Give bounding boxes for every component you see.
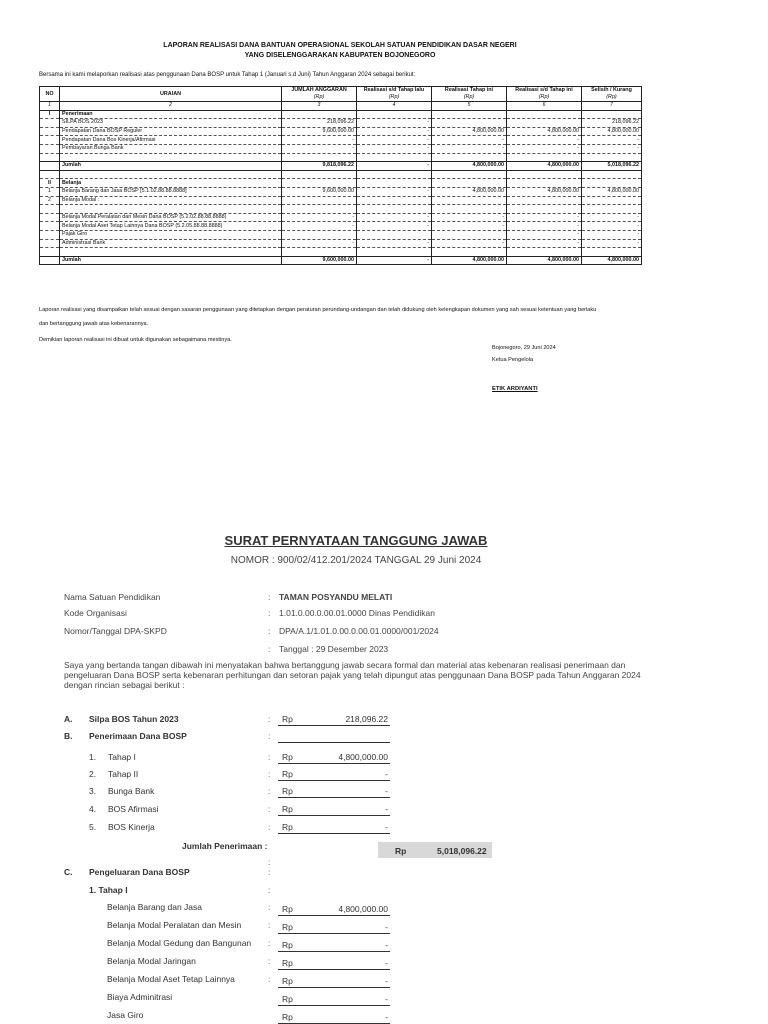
empty-cell bbox=[432, 110, 507, 119]
section-row bbox=[40, 110, 642, 119]
empty-cell bbox=[60, 170, 282, 179]
empty-cell bbox=[507, 248, 582, 257]
row-selisih: - bbox=[582, 144, 642, 153]
colon: : bbox=[268, 974, 271, 984]
total-rp: Rp bbox=[395, 846, 407, 856]
spacer-row bbox=[40, 205, 642, 214]
colnum-6: 6 bbox=[507, 102, 582, 111]
info-colon: : bbox=[268, 608, 271, 618]
row-sd bbox=[507, 119, 582, 128]
row-lalu bbox=[357, 230, 432, 239]
row-ini: - bbox=[432, 239, 507, 248]
row-lalu: - bbox=[357, 127, 432, 136]
b-item-label: Bunga Bank bbox=[108, 786, 155, 796]
row-ini bbox=[432, 119, 507, 128]
amount-underline bbox=[278, 797, 390, 798]
empty-cell bbox=[357, 248, 432, 257]
row-selisih: 218,096.22 bbox=[582, 119, 642, 128]
table-row bbox=[40, 230, 642, 239]
c-item-label: Belanja Modal Gedung dan Bangunan bbox=[107, 938, 252, 948]
row-sd: - bbox=[507, 144, 582, 153]
row-sd: - bbox=[507, 239, 582, 248]
empty-cell bbox=[282, 110, 357, 119]
table-row bbox=[40, 119, 642, 128]
empty-cell bbox=[60, 248, 282, 257]
col-uraian: URAIAN bbox=[60, 87, 282, 102]
row-anggaran: 218,096.22 bbox=[282, 119, 357, 128]
row-no bbox=[40, 222, 60, 231]
spacer-row bbox=[40, 170, 642, 179]
amount-value: - bbox=[385, 769, 388, 779]
c-item-label: Belanja Modal Jaringan bbox=[107, 956, 196, 966]
info-label: Nama Satuan Pendidikan bbox=[64, 592, 161, 602]
row-selisih: - bbox=[582, 213, 642, 222]
place-date: Bojonegoro, 29 Juni 2024 bbox=[492, 345, 556, 351]
empty-cell bbox=[582, 170, 642, 179]
colnum-2: 2 bbox=[60, 102, 282, 111]
row-selisih: - bbox=[582, 230, 642, 239]
sptj-title: SURAT PERNYATAAN TANGGUNG JAWAB bbox=[224, 533, 488, 548]
rp-label: Rp bbox=[282, 976, 293, 986]
row-no bbox=[40, 144, 60, 153]
row-no: 1 bbox=[40, 187, 60, 196]
amount-underline bbox=[278, 763, 390, 764]
amount-value: 4,800,000.00 bbox=[338, 752, 388, 762]
empty-cell bbox=[507, 179, 582, 188]
empty-cell bbox=[357, 179, 432, 188]
section-no: I bbox=[40, 110, 60, 119]
table-row bbox=[40, 136, 642, 145]
info-value: DPA/A.1/1.01.0.00.0.00.01.0000/001/2024 bbox=[279, 626, 439, 636]
row-selisih: - bbox=[582, 222, 642, 231]
rp-label: Rp bbox=[282, 822, 293, 832]
col-ini: Realisasi Tahap ini (Rp) bbox=[432, 87, 507, 102]
row-sd bbox=[507, 196, 582, 205]
colnum-5: 5 bbox=[432, 102, 507, 111]
empty-cell bbox=[582, 153, 642, 162]
signer-name: ETIK ARDIYANTI bbox=[492, 386, 538, 392]
row-ini: 4,800,000.00 bbox=[432, 127, 507, 136]
empty-cell bbox=[40, 170, 60, 179]
empty-cell bbox=[357, 205, 432, 214]
row-ini: - bbox=[432, 213, 507, 222]
total-sd: 4,800,000.00 bbox=[507, 162, 582, 171]
row-sd: - bbox=[507, 230, 582, 239]
empty-cell bbox=[40, 256, 60, 265]
row-anggaran: - bbox=[282, 222, 357, 231]
rp-label: Rp bbox=[282, 786, 293, 796]
info-label: Nomor/Tanggal DPA-SKPD bbox=[64, 626, 167, 636]
row-uraian: SILPA BOS 2023 bbox=[60, 119, 282, 128]
sptj-statement: Saya yang bertanda tangan dibawah ini menyatakan bahwa bertanggung jawab secara formal dan material atas kebenaran realisasi penerimaan dan pengeluaran Dana BOSP serta kebenaran perhitungan dan setoran pajak yang telah dipungut atas penggunaan Dana BOSP pada Tahun Anggaran 2024 dengan rincian sebagai berikut : bbox=[64, 660, 641, 690]
row-anggaran bbox=[282, 230, 357, 239]
row-uraian: Pajak Giro bbox=[60, 230, 282, 239]
amount-underline bbox=[278, 969, 390, 970]
empty-cell bbox=[507, 170, 582, 179]
colnum-1: 1 bbox=[40, 102, 60, 111]
sptj-number: NOMOR : 900/02/412.201/2024 TANGGAL 29 Juni 2024 bbox=[230, 555, 482, 566]
c-item-label: Belanja Modal Aset Tetap Lainnya bbox=[107, 974, 235, 984]
b-item-number: 3. bbox=[89, 786, 97, 796]
empty-cell bbox=[282, 179, 357, 188]
colnum-7: 7 bbox=[582, 102, 642, 111]
colon: : bbox=[268, 714, 271, 724]
empty-cell bbox=[582, 179, 642, 188]
amount-underline bbox=[278, 742, 390, 743]
empty-cell bbox=[357, 153, 432, 162]
table-row bbox=[40, 187, 642, 196]
info-value: TAMAN POSYANDU MELATI bbox=[279, 592, 393, 602]
row-lalu: - bbox=[357, 222, 432, 231]
row-uraian: Belanja Barang dan Jasa BOSP [5.1.02.88.88.8888] bbox=[60, 187, 282, 196]
report-intro: Bersama ini kami melaporkan realisasi atas penggunaan Dana BOSP untuk Tahap 1 (Januari s.d Juni) Tahun Anggaran 2024 sebagai berikut: bbox=[39, 72, 416, 78]
report-title bbox=[0, 41, 680, 61]
row-lalu: - bbox=[357, 239, 432, 248]
row-anggaran: 9,600,000.00 bbox=[282, 187, 357, 196]
amount-value: - bbox=[385, 804, 388, 814]
c-item-label: Belanja Modal Peralatan dan Mesin bbox=[107, 920, 242, 930]
amount-underline bbox=[278, 933, 390, 934]
rp-label: Rp bbox=[282, 1012, 293, 1022]
row-no bbox=[40, 230, 60, 239]
colon: : bbox=[268, 938, 271, 948]
row-anggaran: - bbox=[282, 136, 357, 145]
table-row bbox=[40, 222, 642, 231]
empty-cell bbox=[357, 170, 432, 179]
row-sd: 4,800,000.00 bbox=[507, 187, 582, 196]
colon: : bbox=[268, 902, 271, 912]
realization-table bbox=[39, 86, 642, 265]
total-label: Jumlah bbox=[60, 162, 282, 171]
closing-paragraph-1: Laporan realisasi yang disampaikan telah sesuai dengan sasaran penggunaan yang ditetapkan dengan peraturan perundang-undangan dan telah didukung oleh kelengkapan dokumen yang sah sesuai ketentuan yang berlaku bbox=[39, 307, 597, 313]
b-item-label: BOS Afirmasi bbox=[108, 804, 159, 814]
total-ini: 4,800,000.00 bbox=[432, 256, 507, 265]
empty-cell bbox=[40, 205, 60, 214]
table-row bbox=[40, 196, 642, 205]
col-sd-ini: Realisasi s/d Tahap ini (Rp) bbox=[507, 87, 582, 102]
table-row bbox=[40, 213, 642, 222]
empty-cell bbox=[432, 248, 507, 257]
total-selisih: 5,018,096.22 bbox=[582, 162, 642, 171]
row-uraian: Pembayaran Bunga Bank bbox=[60, 144, 282, 153]
info-colon: : bbox=[268, 626, 271, 636]
row-ini: - bbox=[432, 222, 507, 231]
col-no: NO bbox=[40, 87, 60, 102]
empty-cell bbox=[507, 110, 582, 119]
empty-cell bbox=[40, 162, 60, 171]
amount-underline bbox=[278, 815, 390, 816]
empty-cell bbox=[282, 205, 357, 214]
row-lalu: - bbox=[357, 144, 432, 153]
empty-cell bbox=[60, 205, 282, 214]
table-row bbox=[40, 127, 642, 136]
row-ini: - bbox=[432, 144, 507, 153]
rp-label: Rp bbox=[282, 714, 293, 724]
empty-cell bbox=[432, 205, 507, 214]
amount-underline bbox=[278, 780, 390, 781]
table-row bbox=[40, 144, 642, 153]
row-no bbox=[40, 239, 60, 248]
row-selisih bbox=[582, 196, 642, 205]
colon: : bbox=[268, 822, 271, 832]
row-anggaran: - bbox=[282, 144, 357, 153]
row-uraian: Belanja Modal : bbox=[60, 196, 282, 205]
col-selisih: Selisih / Kurang (Rp) bbox=[582, 87, 642, 102]
row-uraian: Belanja Modal Aset Tetap Lainnya Dana BOSP (5.2.05.88.88.8888) bbox=[60, 222, 282, 231]
rp-label: Rp bbox=[282, 769, 293, 779]
total-receipts-label: Jumlah Penerimaan : bbox=[182, 841, 268, 851]
closing-paragraph-3: Demikian laporan realisasi ini dibuat untuk digunakan sebagaimana mestinya. bbox=[39, 337, 232, 343]
colnum-4: 4 bbox=[357, 102, 432, 111]
item-a-text: Silpa BOS Tahun 2023 bbox=[89, 714, 179, 724]
b-item-number: 4. bbox=[89, 804, 97, 814]
row-no: 2 bbox=[40, 196, 60, 205]
amount-underline bbox=[278, 725, 390, 726]
total-lalu: - bbox=[357, 162, 432, 171]
empty-cell bbox=[40, 153, 60, 162]
info-colon: : bbox=[268, 592, 271, 602]
rp-label: Rp bbox=[282, 804, 293, 814]
colon: : bbox=[268, 752, 271, 762]
row-lalu: - bbox=[357, 187, 432, 196]
amount-value: - bbox=[385, 922, 388, 932]
row-uraian: Pendapatan Dana BOSP Reguler bbox=[60, 127, 282, 136]
amount-underline bbox=[278, 833, 390, 834]
empty-cell bbox=[432, 153, 507, 162]
row-lalu: - bbox=[357, 136, 432, 145]
info-colon: : bbox=[268, 644, 271, 654]
item-b-text: Penerimaan Dana BOSP bbox=[89, 731, 187, 741]
report-title-line1: LAPORAN REALISASI DANA BANTUAN OPERASIONAL SEKOLAH SATUAN PENDIDIKAN DASAR NEGERI bbox=[163, 42, 517, 49]
row-ini bbox=[432, 196, 507, 205]
item-c-label: C. bbox=[64, 867, 73, 877]
info-value: Tanggal : 29 Desember 2023 bbox=[279, 644, 389, 654]
b-item-number: 5. bbox=[89, 822, 97, 832]
row-sd: - bbox=[507, 213, 582, 222]
row-selisih: - bbox=[582, 136, 642, 145]
row-no bbox=[40, 119, 60, 128]
empty-cell bbox=[282, 248, 357, 257]
section-no: II bbox=[40, 179, 60, 188]
row-ini: 4,800,000.00 bbox=[432, 187, 507, 196]
b-item-label: BOS Kinerja bbox=[108, 822, 155, 832]
row-uraian: Pendapatan Dana Bos Kinerja/Afirmasi bbox=[60, 136, 282, 145]
c-item-label: Biaya Adminitrasi bbox=[107, 992, 173, 1002]
total-selisih: 4,800,000.00 bbox=[582, 256, 642, 265]
row-lalu: - bbox=[357, 213, 432, 222]
colon: : bbox=[268, 857, 271, 867]
row-selisih: 4,800,000.00 bbox=[582, 127, 642, 136]
row-no bbox=[40, 136, 60, 145]
row-anggaran: - bbox=[282, 239, 357, 248]
row-ini: - bbox=[432, 136, 507, 145]
row-anggaran: - bbox=[282, 213, 357, 222]
item-b-label: B. bbox=[64, 731, 73, 741]
colon: : bbox=[268, 731, 271, 741]
rp-label: Rp bbox=[282, 958, 293, 968]
row-anggaran: 9,600,000.00 bbox=[282, 127, 357, 136]
empty-cell bbox=[432, 170, 507, 179]
section-label: Penerimaan bbox=[60, 110, 282, 119]
b-item-label: Tahap I bbox=[108, 752, 136, 762]
empty-cell bbox=[507, 153, 582, 162]
amount-underline bbox=[278, 1005, 390, 1006]
spacer-row bbox=[40, 248, 642, 257]
closing-paragraph-2: dan bertanggung jawab atas kebenarannya. bbox=[39, 321, 149, 327]
empty-cell bbox=[282, 170, 357, 179]
empty-cell bbox=[432, 179, 507, 188]
colon: : bbox=[268, 867, 271, 877]
rp-label: Rp bbox=[282, 940, 293, 950]
total-lalu: - bbox=[357, 256, 432, 265]
empty-cell bbox=[282, 153, 357, 162]
spacer-row bbox=[40, 153, 642, 162]
rp-label: Rp bbox=[282, 922, 293, 932]
c-item-label: Jasa Giro bbox=[107, 1010, 144, 1020]
amount-underline bbox=[278, 987, 390, 988]
table-header-row bbox=[40, 87, 642, 102]
amount-underline bbox=[278, 951, 390, 952]
amount-value: 218,096.22 bbox=[345, 714, 388, 724]
b-item-number: 1. bbox=[89, 752, 97, 762]
section-row bbox=[40, 179, 642, 188]
amount-value: - bbox=[385, 1012, 388, 1022]
colon: : bbox=[268, 804, 271, 814]
row-sd: 4,800,000.00 bbox=[507, 127, 582, 136]
amount-value: - bbox=[385, 976, 388, 986]
rp-label: Rp bbox=[282, 904, 293, 914]
col-lalu: Realisasi s/d Tahap lalu (Rp) bbox=[357, 87, 432, 102]
total-anggaran: 9,600,000.00 bbox=[282, 256, 357, 265]
amount-value: 4,800,000.00 bbox=[338, 904, 388, 914]
info-value: 1.01.0.00.0.00.01.0000 Dinas Pendidikan bbox=[279, 608, 435, 618]
row-selisih: 4,800,000.00 bbox=[582, 187, 642, 196]
amount-value: - bbox=[385, 994, 388, 1004]
amount-value: - bbox=[385, 822, 388, 832]
c-subheading: 1. Tahap I bbox=[89, 885, 128, 895]
amount-value: - bbox=[385, 958, 388, 968]
empty-cell bbox=[507, 205, 582, 214]
empty-cell bbox=[60, 153, 282, 162]
table-row bbox=[40, 239, 642, 248]
row-no bbox=[40, 213, 60, 222]
col-anggaran: JUMLAH ANGGARAN (Rp) bbox=[282, 87, 357, 102]
row-sd: - bbox=[507, 136, 582, 145]
colon: : bbox=[268, 920, 271, 930]
item-c-text: Pengeluaran Dana BOSP bbox=[89, 867, 190, 877]
total-anggaran: 9,818,096.22 bbox=[282, 162, 357, 171]
signer-position: Ketua Pengelola bbox=[492, 357, 534, 363]
total-row bbox=[40, 256, 642, 265]
row-ini bbox=[432, 230, 507, 239]
colnum-3: 3 bbox=[282, 102, 357, 111]
total-ini: 4,800,000.00 bbox=[432, 162, 507, 171]
total-sd: 4,800,000.00 bbox=[507, 256, 582, 265]
empty-cell bbox=[582, 248, 642, 257]
row-lalu bbox=[357, 196, 432, 205]
c-item-label: Belanja Barang dan Jasa bbox=[107, 902, 202, 912]
empty-cell bbox=[357, 110, 432, 119]
row-lalu: - bbox=[357, 119, 432, 128]
empty-cell bbox=[582, 110, 642, 119]
report-title-line2: YANG DISELENGGARAKAN KABUPATEN BOJONEGORO bbox=[244, 52, 436, 59]
column-number-row bbox=[40, 102, 642, 111]
row-selisih: - bbox=[582, 239, 642, 248]
colon: : bbox=[268, 786, 271, 796]
b-item-label: Tahap II bbox=[108, 769, 139, 779]
amount-value: - bbox=[385, 786, 388, 796]
colon: : bbox=[268, 956, 271, 966]
total-row bbox=[40, 162, 642, 171]
row-no bbox=[40, 127, 60, 136]
empty-cell bbox=[582, 205, 642, 214]
rp-label: Rp bbox=[282, 752, 293, 762]
rp-label: Rp bbox=[282, 994, 293, 1004]
row-anggaran bbox=[282, 196, 357, 205]
total-amount: 5,018,096.22 bbox=[437, 846, 487, 856]
colon: : bbox=[268, 769, 271, 779]
total-label: Jumlah bbox=[60, 256, 282, 265]
amount-underline bbox=[278, 915, 390, 916]
row-uraian: Belanja Modal Peralatan dan Mesin Dana BOSP (5.2.02.88.88.8888) bbox=[60, 213, 282, 222]
colon: : bbox=[268, 885, 271, 895]
section-label: Belanja bbox=[60, 179, 282, 188]
row-uraian: Administrasi Bank bbox=[60, 239, 282, 248]
amount-value: - bbox=[385, 940, 388, 950]
empty-cell bbox=[40, 248, 60, 257]
info-label: Kode Organisasi bbox=[64, 608, 127, 618]
row-sd: - bbox=[507, 222, 582, 231]
b-item-number: 2. bbox=[89, 769, 97, 779]
item-a-label: A. bbox=[64, 714, 73, 724]
